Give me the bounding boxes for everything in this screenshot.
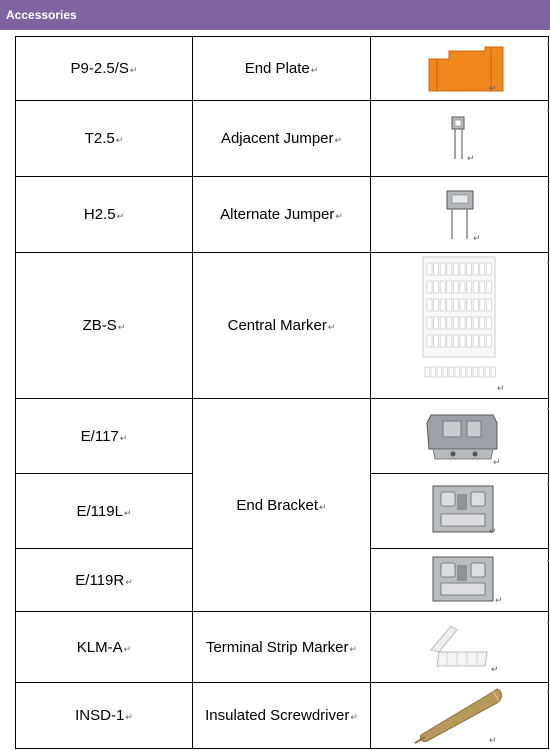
return-mark: ↵	[489, 735, 497, 745]
return-mark: ↵	[335, 211, 343, 221]
part-code-cell: T2.5↵	[16, 101, 193, 177]
part-image-cell	[371, 683, 549, 749]
return-mark: ↵	[497, 383, 505, 393]
edge-tick	[547, 560, 549, 561]
return-mark: ↵	[473, 233, 481, 243]
part-code-cell: INSD-1↵	[16, 683, 193, 749]
edge-tick	[547, 262, 549, 263]
return-mark: ↵	[116, 211, 125, 221]
part-image-cell	[371, 101, 549, 177]
part-code-cell: E/119R↵	[16, 549, 193, 612]
table-row	[16, 683, 549, 749]
part-name-cell: End Bracket↵	[193, 399, 371, 612]
part-code-cell: ZB-S↵	[16, 253, 193, 399]
return-mark: ↵	[125, 712, 133, 722]
strip-marker-image	[427, 622, 491, 674]
edge-tick	[547, 44, 549, 45]
section-title: Accessories	[6, 8, 77, 22]
return-mark: ↵	[493, 457, 501, 467]
part-name-cell: Terminal Strip Marker↵	[193, 612, 371, 683]
table-row	[16, 37, 549, 101]
marker-sheet-image	[419, 255, 509, 395]
table-row	[16, 399, 549, 474]
return-mark: ↵	[350, 712, 358, 722]
return-mark: ↵	[327, 322, 336, 332]
part-code-cell: KLM-A↵	[16, 612, 193, 683]
return-mark: ↵	[117, 322, 126, 332]
part-name-cell: Adjacent Jumper↵	[193, 101, 371, 177]
edge-tick	[547, 186, 549, 187]
return-mark: ↵	[334, 135, 343, 145]
return-mark: ↵	[495, 595, 503, 605]
return-mark: ↵	[123, 507, 132, 518]
part-name-cell: Alternate Jumper↵	[193, 177, 371, 253]
return-mark: ↵	[349, 643, 358, 654]
table-row	[16, 177, 549, 253]
return-mark: ↵	[489, 526, 497, 536]
part-image-cell	[371, 474, 549, 549]
part-name-cell: Insulated Screwdriver↵	[193, 683, 371, 749]
part-image-cell	[371, 253, 549, 399]
edge-tick	[547, 484, 549, 485]
part-image-cell	[371, 612, 549, 683]
table-row	[16, 612, 549, 683]
part-code-cell: E/119L↵	[16, 474, 193, 549]
part-code-cell: P9-2.5/S↵	[16, 37, 193, 101]
return-mark: ↵	[319, 501, 327, 512]
table-row	[16, 101, 549, 177]
part-image-cell	[371, 549, 549, 612]
end-bracket-image	[427, 553, 499, 607]
edge-tick	[547, 622, 549, 623]
part-image-cell	[371, 399, 549, 474]
return-mark: ↵	[310, 65, 319, 75]
end-bracket-image	[423, 409, 503, 465]
return-mark: ↵	[491, 664, 499, 674]
part-code-cell: E/117↵	[16, 399, 193, 474]
return-mark: ↵	[129, 65, 138, 75]
table-row	[16, 253, 549, 399]
return-mark: ↵	[467, 153, 475, 163]
edge-tick	[547, 110, 549, 111]
return-mark: ↵	[123, 643, 132, 654]
return-mark: ↵	[115, 135, 124, 145]
edge-tick	[547, 692, 549, 693]
adjacent-jumper-image	[449, 115, 469, 161]
accessories-table	[15, 36, 549, 749]
part-name-cell: Central Marker↵	[193, 253, 371, 399]
part-code-cell: H2.5↵	[16, 177, 193, 253]
section-header	[0, 0, 550, 30]
alternate-jumper-image	[443, 189, 477, 241]
edge-tick	[547, 408, 549, 409]
part-image-cell	[371, 177, 549, 253]
part-image-cell	[371, 37, 549, 101]
part-name-cell: End Plate↵	[193, 37, 371, 101]
return-mark: ↵	[489, 83, 497, 93]
return-mark: ↵	[125, 576, 133, 587]
return-mark: ↵	[119, 432, 128, 443]
